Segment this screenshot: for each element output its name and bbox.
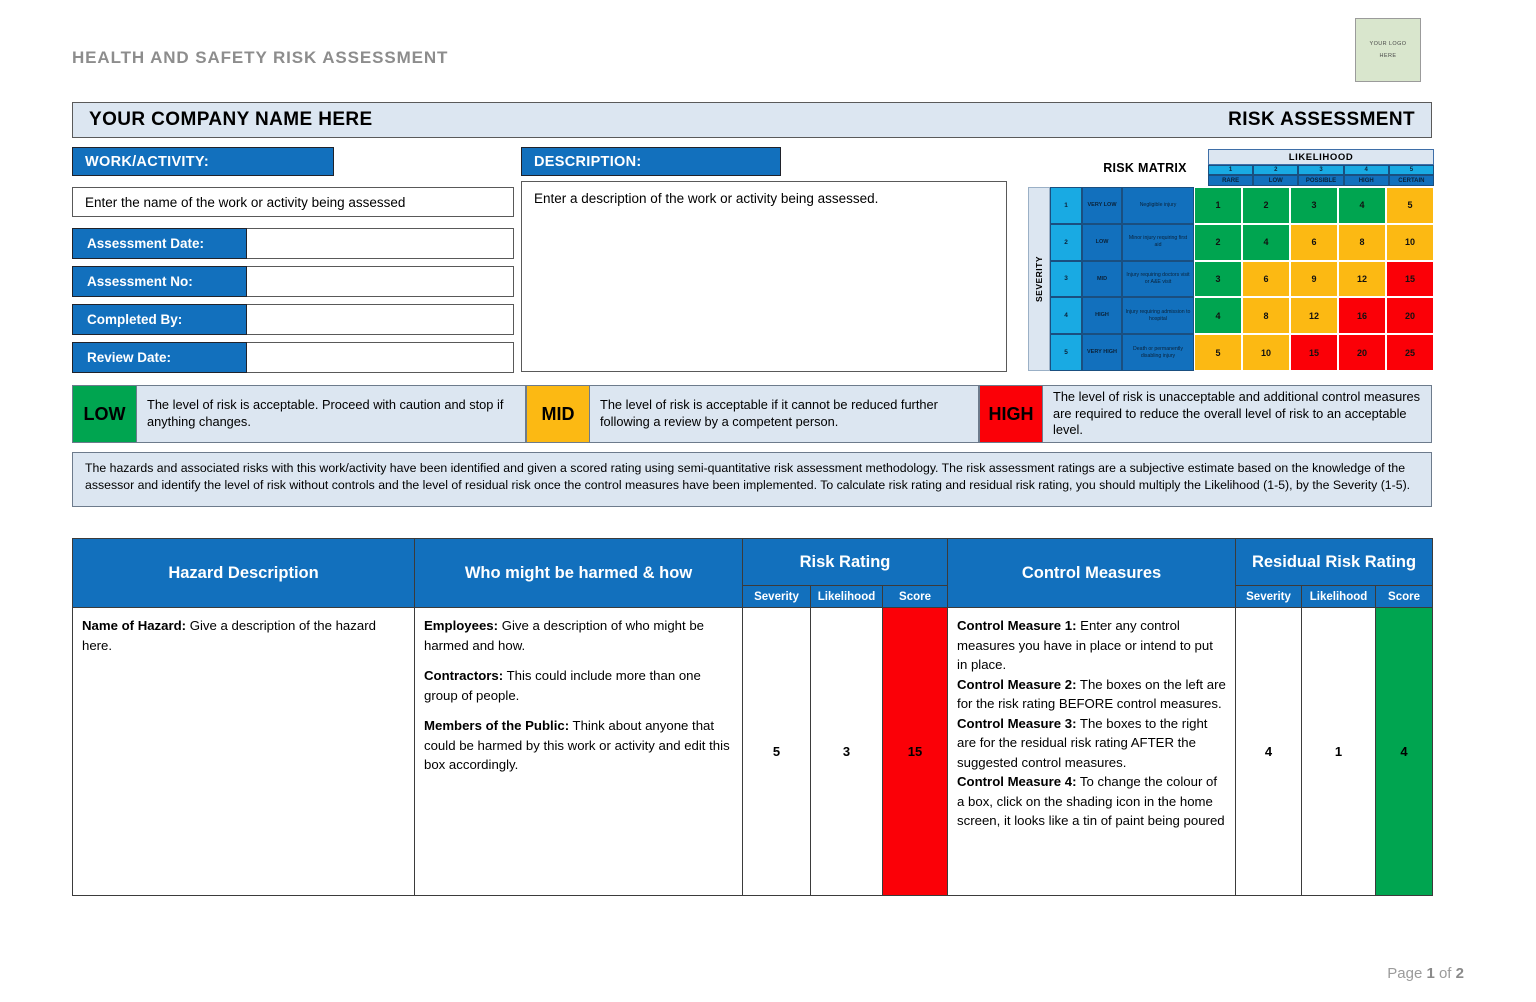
likelihood-name-5: CERTAIN xyxy=(1389,175,1434,186)
table-header-main-row xyxy=(73,539,1433,586)
legend-chip-mid: MID xyxy=(526,386,590,442)
likelihood-name-4: HIGH xyxy=(1344,175,1389,186)
cell-likelihood[interactable]: 3 xyxy=(811,608,883,896)
legend-text-high: The level of risk is unacceptable and additional control measures are required to reduce the overall level of risk to an acceptable level. xyxy=(1053,388,1421,438)
severity-description-5: Death or permanently disabling injury xyxy=(1122,334,1194,371)
footer-prefix: Page xyxy=(1387,965,1427,982)
risk-matrix-cell-s4-l4: 16 xyxy=(1338,297,1386,334)
th-residual-severity: Severity xyxy=(1236,586,1302,608)
risk-matrix-cell-s1-l4: 4 xyxy=(1338,187,1386,224)
th-residual-risk-rating: Residual Risk Rating xyxy=(1236,539,1433,586)
risk-matrix-cell-s3-l2: 6 xyxy=(1242,261,1290,298)
risk-matrix-cell-s2-l2: 4 xyxy=(1242,224,1290,261)
logo-line-2: HERE xyxy=(1379,53,1397,59)
risk-matrix-cell-s4-l5: 20 xyxy=(1386,297,1434,334)
severity-description-4: Injury requiring admission to hospital xyxy=(1122,297,1194,334)
risk-matrix-rows xyxy=(1050,187,1434,371)
control-measure-4 xyxy=(957,772,1226,831)
cell-who-might-be-harmed[interactable] xyxy=(415,608,743,896)
risk-matrix-cell-s5-l4: 20 xyxy=(1338,334,1386,371)
likelihood-name-row xyxy=(1208,175,1434,186)
document-type-label: RISK ASSESSMENT xyxy=(1228,109,1415,130)
control-measure-label-4: Control Measure 4: xyxy=(957,774,1077,790)
footer-current-page: 1 xyxy=(1426,965,1435,982)
risk-matrix-cell-s5-l5: 25 xyxy=(1386,334,1434,371)
severity-description-2: Minor injury requiring first aid xyxy=(1122,224,1194,261)
risk-matrix-title: RISK MATRIX xyxy=(1103,161,1187,175)
harmed-group-1 xyxy=(424,616,733,655)
harmed-group-text-3: Think about anyone that could be harmed by this work or activity and edit this box accordingly. xyxy=(424,718,730,773)
likelihood-number-2: 2 xyxy=(1253,165,1298,175)
risk-matrix-cell-s4-l1: 4 xyxy=(1194,297,1242,334)
risk-legend xyxy=(72,385,1432,443)
th-severity: Severity xyxy=(743,586,811,608)
company-band xyxy=(72,102,1432,138)
control-measure-text-3: The boxes to the right are for the residual risk rating AFTER the suggested control measures. xyxy=(957,715,1208,770)
cell-control-measures[interactable] xyxy=(948,608,1236,896)
severity-name-2: LOW xyxy=(1082,224,1122,261)
completed-by-label: Completed By: xyxy=(72,304,247,335)
cell-residual-likelihood[interactable]: 1 xyxy=(1302,608,1376,896)
assessment-no-row xyxy=(72,266,514,297)
likelihood-number-3: 3 xyxy=(1298,165,1343,175)
legend-text-mid: The level of risk is acceptable if it cannot be reduced further following a review by a competent person. xyxy=(590,386,979,442)
control-measure-text-1: Enter any control measures you have in place or intend to put in place. xyxy=(957,618,1213,673)
severity-name-5: VERY HIGH xyxy=(1082,334,1122,371)
harmed-group-label-3: Members of the Public: xyxy=(424,718,570,734)
control-measure-1 xyxy=(957,616,1226,675)
logo-line-1: YOUR LOGO xyxy=(1369,41,1407,47)
hazard-name-bold: Name of Hazard: xyxy=(82,618,187,633)
risk-matrix-cell-s5-l1: 5 xyxy=(1194,334,1242,371)
harmed-group-label-1: Employees: xyxy=(424,618,499,633)
risk-matrix-row-1 xyxy=(1050,187,1434,224)
assessment-date-row xyxy=(72,228,514,259)
risk-matrix-cell-s2-l3: 6 xyxy=(1290,224,1338,261)
work-activity-label: WORK/ACTIVITY: xyxy=(72,147,334,176)
likelihood-name-3: POSSIBLE xyxy=(1298,175,1343,186)
legend-text-low: The level of risk is acceptable. Proceed with caution and stop if anything changes. xyxy=(137,386,526,442)
control-measure-label-3: Control Measure 3: xyxy=(957,715,1077,731)
risk-matrix-cell-s2-l1: 2 xyxy=(1194,224,1242,261)
severity-name-1: VERY LOW xyxy=(1082,187,1122,224)
description-input[interactable]: Enter a description of the work or activity being assessed. xyxy=(521,181,1007,372)
likelihood-header: LIKELIHOOD xyxy=(1208,149,1434,165)
table-row xyxy=(73,608,1433,896)
severity-number-3: 3 xyxy=(1050,261,1082,298)
severity-number-5: 5 xyxy=(1050,334,1082,371)
likelihood-number-row xyxy=(1208,165,1434,175)
th-hazard-description: Hazard Description xyxy=(73,539,415,608)
th-residual-score: Score xyxy=(1376,586,1433,608)
th-who-might-be-harmed: Who might be harmed & how xyxy=(415,539,743,608)
risk-matrix xyxy=(1022,147,1434,373)
severity-axis-label xyxy=(1028,187,1050,371)
control-measure-label-2: Control Measure 2: xyxy=(957,676,1077,692)
risk-matrix-row-3 xyxy=(1050,261,1434,298)
completed-by-row xyxy=(72,304,514,335)
severity-axis-text: SEVERITY xyxy=(1034,255,1045,303)
footer-middle: of xyxy=(1434,965,1456,982)
severity-name-3: MID xyxy=(1082,261,1122,298)
risk-matrix-cell-s3-l4: 12 xyxy=(1338,261,1386,298)
risk-matrix-cell-s2-l5: 10 xyxy=(1386,224,1434,261)
likelihood-number-1: 1 xyxy=(1208,165,1253,175)
severity-number-4: 4 xyxy=(1050,297,1082,334)
risk-matrix-cell-s3-l5: 15 xyxy=(1386,261,1434,298)
legend-chip-high: HIGH xyxy=(979,386,1043,442)
control-measure-label-1: Control Measure 1: xyxy=(957,618,1077,633)
work-activity-input[interactable]: Enter the name of the work or activity being assessed xyxy=(72,187,514,217)
risk-matrix-cell-s1-l3: 3 xyxy=(1290,187,1338,224)
hazard-name-text: Give a description of the hazard here. xyxy=(82,618,376,653)
legend-chip-low: LOW xyxy=(73,386,137,442)
severity-number-1: 1 xyxy=(1050,187,1082,224)
harmed-group-text-1: Give a description of who might be harmed and how. xyxy=(424,618,705,653)
risk-matrix-cell-s5-l3: 15 xyxy=(1290,334,1338,371)
risk-matrix-row-2 xyxy=(1050,224,1434,261)
th-control-measures: Control Measures xyxy=(948,539,1236,608)
company-name: YOUR COMPANY NAME HERE xyxy=(89,109,373,130)
risk-matrix-cell-s4-l2: 8 xyxy=(1242,297,1290,334)
likelihood-number-4: 4 xyxy=(1344,165,1389,175)
control-measure-3 xyxy=(957,714,1226,773)
harmed-group-2 xyxy=(424,666,733,705)
risk-matrix-cell-s5-l2: 10 xyxy=(1242,334,1290,371)
risk-matrix-cell-s1-l2: 2 xyxy=(1242,187,1290,224)
control-measure-text-4: To change the colour of a box, click on the shading icon in the home screen, it looks like a tin of paint being poured xyxy=(957,774,1225,829)
review-date-label: Review Date: xyxy=(72,342,247,373)
cell-residual-severity[interactable]: 4 xyxy=(1236,608,1302,896)
page-footer xyxy=(1387,965,1464,982)
harmed-group-text-2: This could include more than one group of people. xyxy=(424,668,701,703)
likelihood-name-2: LOW xyxy=(1253,175,1298,186)
assessment-date-label: Assessment Date: xyxy=(72,228,247,259)
control-measure-text-2: The boxes on the left are for the risk rating BEFORE control measures. xyxy=(957,676,1226,712)
harmed-group-3 xyxy=(424,716,733,775)
severity-description-3: Injury requiring doctors visit or A&E visit xyxy=(1122,261,1194,298)
risk-matrix-cell-s1-l1: 1 xyxy=(1194,187,1242,224)
page-title: HEALTH AND SAFETY RISK ASSESSMENT xyxy=(72,48,449,67)
risk-matrix-cell-s1-l5: 5 xyxy=(1386,187,1434,224)
review-date-input[interactable] xyxy=(247,342,514,373)
risk-matrix-cell-s4-l3: 12 xyxy=(1290,297,1338,334)
severity-description-1: Negligible injury xyxy=(1122,187,1194,224)
risk-assessment-table xyxy=(72,538,1433,896)
cell-hazard-description[interactable] xyxy=(73,608,415,896)
control-measure-2 xyxy=(957,675,1226,714)
risk-matrix-cell-s2-l4: 8 xyxy=(1338,224,1386,261)
assessment-no-input[interactable] xyxy=(247,266,514,297)
likelihood-number-5: 5 xyxy=(1389,165,1434,175)
th-likelihood: Likelihood xyxy=(811,586,883,608)
likelihood-name-1: RARE xyxy=(1208,175,1253,186)
methodology-note: The hazards and associated risks with this work/activity have been identified and given a scored rating using semi-quantitative risk assessment methodology. The risk assessment ratings are a subjective estimate based on the knowledge of the assessor and identify the level of risk without controls and the level of residual risk once the control measures have been implemented. To calculate risk rating and residual risk rating, you should multiply the Likelihood (1-5), by the Severity (1-5). xyxy=(72,452,1432,507)
harmed-group-label-2: Contractors: xyxy=(424,668,504,684)
th-score: Score xyxy=(883,586,948,608)
logo-placeholder xyxy=(1355,18,1421,82)
th-residual-likelihood: Likelihood xyxy=(1302,586,1376,608)
description-label: DESCRIPTION: xyxy=(521,147,781,176)
hazard-entry xyxy=(82,616,405,655)
completed-by-input[interactable] xyxy=(247,304,514,335)
cell-residual-score[interactable]: 4 xyxy=(1376,608,1433,896)
assessment-no-label: Assessment No: xyxy=(72,266,247,297)
cell-score[interactable]: 15 xyxy=(883,608,948,896)
risk-matrix-cell-s3-l3: 9 xyxy=(1290,261,1338,298)
review-date-row xyxy=(72,342,514,373)
footer-total-pages: 2 xyxy=(1455,965,1464,982)
assessment-date-input[interactable] xyxy=(247,228,514,259)
cell-severity[interactable]: 5 xyxy=(743,608,811,896)
th-risk-rating: Risk Rating xyxy=(743,539,948,586)
risk-matrix-row-4 xyxy=(1050,297,1434,334)
severity-number-2: 2 xyxy=(1050,224,1082,261)
severity-name-4: HIGH xyxy=(1082,297,1122,334)
risk-matrix-cell-s3-l1: 3 xyxy=(1194,261,1242,298)
risk-matrix-row-5 xyxy=(1050,334,1434,371)
